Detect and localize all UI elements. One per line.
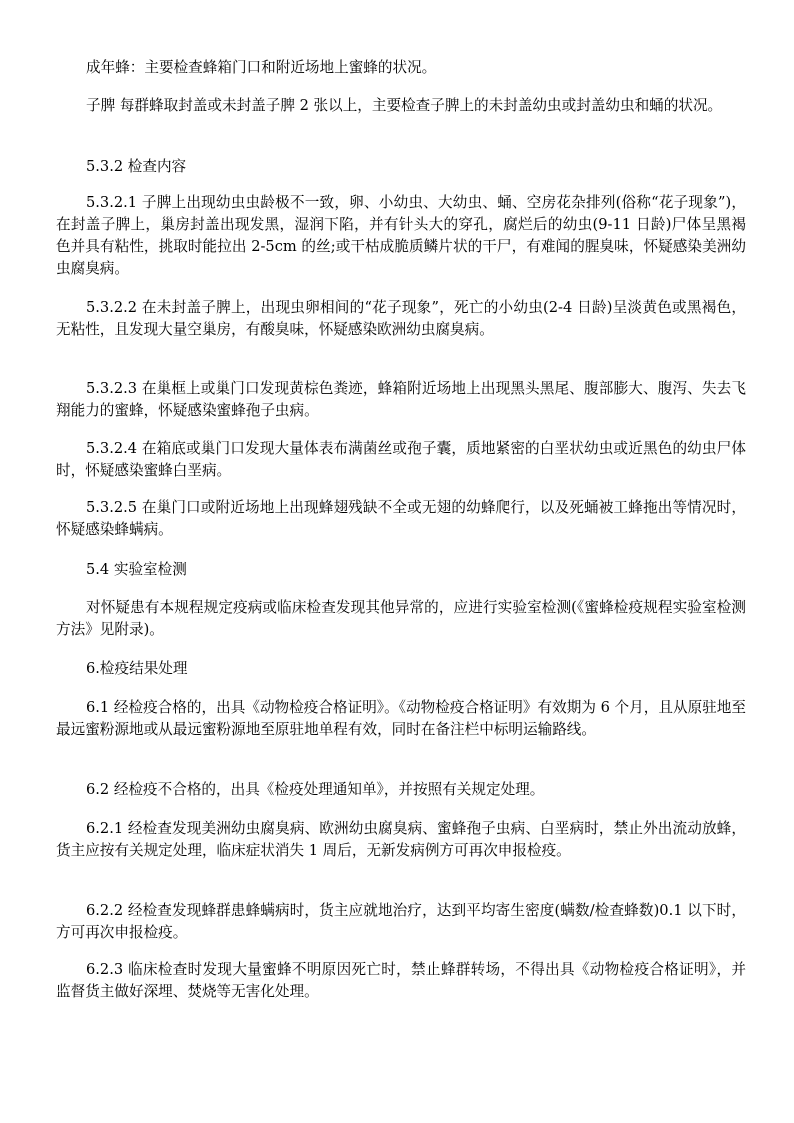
paragraph-6-2-3: 6.2.3 临床检查时发现大量蜜蜂不明原因死亡时，禁止蜂群转场，不得出具《动物检疫合格证明》，并监督货主做好深埋、焚烧等无害化处理。 — [56, 961, 746, 1000]
paragraph-5-3-2-1: 5.3.2.1 子脾上出现幼虫虫龄极不一致，卵、小幼虫、大幼虫、蛹、空房花杂排列(俗称“花子现象”)，在封盖子脾上，巢房封盖出现发黑，湿润下陷，并有针头大的穿孔，腐烂后的幼虫(9-11 日龄)尸体呈黑褐色并具有粘性，挑取时能拉出 2-5cm 的丝;或干枯成脆质鳞片状的干尸，有难闻的腥臭味，怀疑感染美洲幼虫腐臭病。 — [56, 194, 746, 277]
paragraph-5-3-2-4: 5.3.2.4 在箱底或巢门口发现大量体表布满菌丝或孢子囊，质地紧密的白垩状幼虫或近黑色的幼虫尸体时，怀疑感染蜜蜂白垩病。 — [56, 440, 746, 479]
section-heading-5-4: 5.4 实验室检测 — [86, 561, 187, 578]
paragraph-lab-testing: 对怀疑患有本规程规定疫病或临床检查发现其他异常的，应进行实验室检测(《蜜蜂检疫规程实验室检测方法》见附录)。 — [56, 599, 746, 638]
paragraph-6-2-1: 6.2.1 经检查发现美洲幼虫腐臭病、欧洲幼虫腐臭病、蜜蜂孢子虫病、白垩病时，禁止外出流动放蜂，货主应按有关规定处理，临床症状消失 1 周后，无新发病例方可再次申报检疫。 — [56, 820, 746, 859]
paragraph-5-3-2-2: 5.3.2.2 在未封盖子脾上，出现虫卵相间的“花子现象”，死亡的小幼虫(2-4 日龄)呈淡黄色或黑褐色，无粘性，且发现大量空巢房，有酸臭味，怀疑感染欧洲幼虫腐臭病。 — [56, 299, 746, 338]
paragraph-5-3-2-3: 5.3.2.3 在巢框上或巢门口发现黄棕色粪迹，蜂箱附近场地上出现黑头黑尾、腹部膨大、腹泻、失去飞翔能力的蜜蜂，怀疑感染蜜蜂孢子虫病。 — [56, 380, 746, 419]
paragraph-6-2-2: 6.2.2 经检查发现蜂群患蜂螨病时，货主应就地治疗，达到平均寄生密度(螨数/检查蜂数)0.1 以下时，方可再次申报检疫。 — [56, 902, 746, 941]
paragraph-6-2: 6.2 经检疫不合格的，出具《检疫处理通知单》，并按照有关规定处理。 — [86, 781, 545, 798]
paragraph-6-1: 6.1 经检疫合格的，出具《动物检疫合格证明》。《动物检疫合格证明》有效期为 6 个月，且从原驻地至最远蜜粉源地或从最远蜜粉源地至原驻地单程有效，同时在备注栏中标明运输路线。 — [56, 699, 746, 738]
section-heading-5-3-2: 5.3.2 检查内容 — [86, 158, 187, 175]
paragraph-5-3-2-5: 5.3.2.5 在巢门口或附近场地上出现蜂翅残缺不全或无翅的幼蜂爬行，以及死蛹被工蜂拖出等情况时，怀疑感染蜂螨病。 — [56, 499, 746, 538]
section-heading-6: 6.检疫结果处理 — [86, 660, 188, 677]
paragraph-adult-bees: 成年蜂：主要检查蜂箱门口和附近场地上蜜蜂的状况。 — [86, 59, 437, 76]
paragraph-brood-comb: 子脾 每群蜂取封盖或未封盖子脾 2 张以上，主要检查子脾上的未封盖幼虫或封盖幼虫和蛹的状况。 — [86, 97, 723, 114]
